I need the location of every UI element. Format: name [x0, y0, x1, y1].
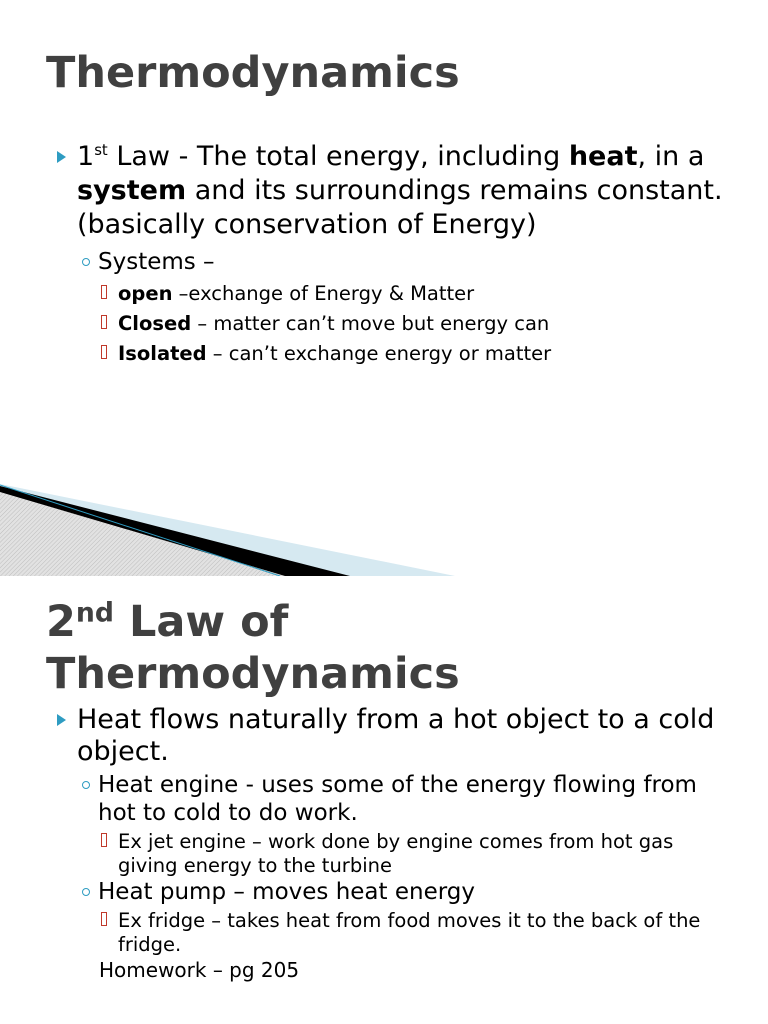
circle-bullet-icon: [82, 781, 90, 789]
triangle-bullet-icon: [57, 151, 66, 163]
slide-1-title: Thermodynamics: [46, 48, 460, 98]
first-law-bullet: 1st Law - The total energy, including heat, in a system and its surroundings remains constant. (basically conservation of Energy): [0, 140, 737, 242]
systems-bullet: Systems –: [0, 248, 728, 277]
slide-1-body: [0, 140, 768, 369]
box-bullet-icon: [101, 345, 107, 359]
box-bullet-icon: [101, 285, 107, 299]
slide-2: [0, 576, 768, 1024]
system-item-isolated: Isolated – can’t exchange energy or matter: [0, 339, 728, 369]
triangle-bullet-icon: [57, 714, 66, 726]
second-law-bullet: Heat flows naturally from a hot object to a cold object.: [0, 704, 737, 768]
box-bullet-icon: [101, 833, 107, 847]
slide-decoration-band: [0, 470, 768, 576]
circle-bullet-icon: [82, 888, 90, 896]
box-bullet-icon: [101, 912, 107, 926]
heat-engine-example: Ex jet engine – work done by engine comes from hot gas giving energy to the turbine: [0, 830, 728, 878]
system-item-closed: Closed – matter can’t move but energy can: [0, 309, 728, 339]
circle-bullet-icon: [82, 258, 90, 266]
homework-note: Homework – pg 205: [99, 958, 300, 982]
slide-2-body: [0, 704, 768, 983]
box-bullet-icon: [101, 315, 107, 329]
heat-pump-example: Ex fridge – takes heat from food moves it to the back of the fridge.: [0, 909, 728, 957]
slide-2-title: 2nd Law of Thermodynamics: [46, 597, 460, 699]
heat-engine-bullet: Heat engine - uses some of the energy flowing from hot to cold to do work.: [0, 771, 728, 827]
heat-pump-bullet: Heat pump – moves heat energy: [0, 878, 728, 906]
system-item-open: open –exchange of Energy & Matter: [0, 279, 728, 309]
